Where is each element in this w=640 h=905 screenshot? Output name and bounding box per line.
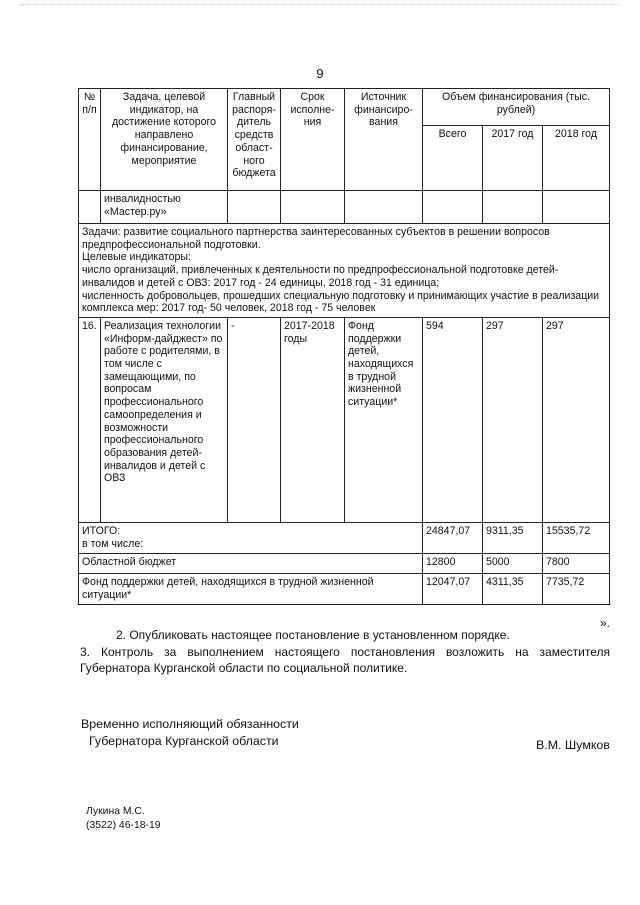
indicator-1: число организаций, привлеченных к деятельности по предпрофессиональной подготовке детей-инвалидов и детей с ОВЗ: 2017 год - 24 единицы, 2018 год - 31 единица;: [82, 264, 559, 289]
total-label: [79, 522, 423, 553]
table-row: [79, 573, 610, 604]
total-label-main: ИТОГО:: [82, 524, 121, 537]
fund-label: Фонд поддержки детей, находящихся в трудной жизненной ситуации*: [79, 573, 423, 604]
executor-name: Лукина М.С.: [86, 806, 145, 817]
table-row: [79, 522, 610, 553]
header-task: Задача, целевой индикатор, на достижение которого направлено финансирование, мероприятие: [101, 89, 228, 191]
header-num: № п/п: [79, 89, 101, 191]
total-2017: 9311,35: [483, 522, 543, 553]
financing-table: [78, 88, 610, 605]
tasks-block-row: [79, 224, 610, 318]
regional-budget-label: Областной бюджет: [79, 553, 423, 573]
header-manager: Главный распоря-дитель средств област-ного бюджета: [228, 89, 281, 191]
fund-total: 12047,07: [423, 573, 483, 604]
header-term: Срок исполне-ния: [281, 89, 345, 191]
row16-source: Фонд поддержки детей, находящихся в трудной жизненной ситуации*: [345, 317, 423, 522]
total-label-sub: в том числе:: [82, 537, 144, 550]
table-row: [79, 317, 610, 522]
row16-term: 2017-2018 годы: [281, 317, 345, 522]
signer-name: В.М. Шумков: [536, 738, 610, 752]
regional-budget-total: 12800: [423, 553, 483, 573]
row16-2018: 297: [543, 317, 610, 522]
row16-task: Реализация технологии «Информ-дайджест» по работе с родителями, в том числе с замещающими, по вопросам профессионального самоопределения и возможности профессионального образования детей-инвалидов и детей с ОВЗ: [101, 317, 228, 522]
total-sum: 24847,07: [423, 522, 483, 553]
row16-manager: -: [228, 317, 281, 522]
header-volume: Объем финансирования (тыс. рублей): [423, 89, 610, 126]
header-source: Источник финансиро-вания: [345, 89, 423, 191]
cont-task-cell: инвалидностью «Мастер.ру»: [101, 191, 228, 224]
fund-2018: 7735,72: [543, 573, 610, 604]
total-2018: 15535,72: [543, 522, 610, 553]
closing-quote: ».: [599, 616, 610, 630]
regional-budget-2017: 5000: [483, 553, 543, 573]
page-number: 9: [316, 66, 324, 81]
fund-2017: 4311,35: [483, 573, 543, 604]
indicators-heading: Целевые индикаторы:: [82, 251, 191, 264]
indicator-2: численность добровольцев, прошедших специальную подготовку и принимающих участие в реализации комплекса мер: 2017 год- 50 человек, 2018 год - 75 человек: [82, 289, 600, 315]
scan-top-edge: [20, 4, 620, 9]
header-2018: 2018 год: [543, 126, 610, 191]
tasks-text: Задачи: развитие социального партнерства заинтересованных субъектов в решении вопросов предпрофессиональной подготовки.: [82, 226, 550, 251]
signer-position-line1: Временно исполняющий обязанности: [81, 717, 299, 731]
table-row: [79, 191, 610, 224]
regional-budget-2018: 7800: [543, 553, 610, 573]
row16-total: 594: [423, 317, 483, 522]
header-total: Всего: [423, 126, 483, 191]
header-2017: 2017 год: [483, 126, 543, 191]
row16-num: 16.: [79, 317, 101, 522]
row16-2017: 297: [483, 317, 543, 522]
executor-phone: (3522) 46-18-19: [86, 820, 161, 831]
signer-position-line2: Губернатора Курганской области: [89, 734, 279, 748]
tasks-block: [79, 224, 610, 318]
table-row: [79, 553, 610, 573]
table-header-row: [79, 89, 610, 126]
paragraph-3: 3. Контроль за выполнением настоящего постановления возложить на заместителя Губернатора Курганской области по социальной политике.: [80, 645, 610, 675]
paragraph-2: 2. Опубликовать настоящее постановление в установленном порядке.: [116, 628, 510, 642]
